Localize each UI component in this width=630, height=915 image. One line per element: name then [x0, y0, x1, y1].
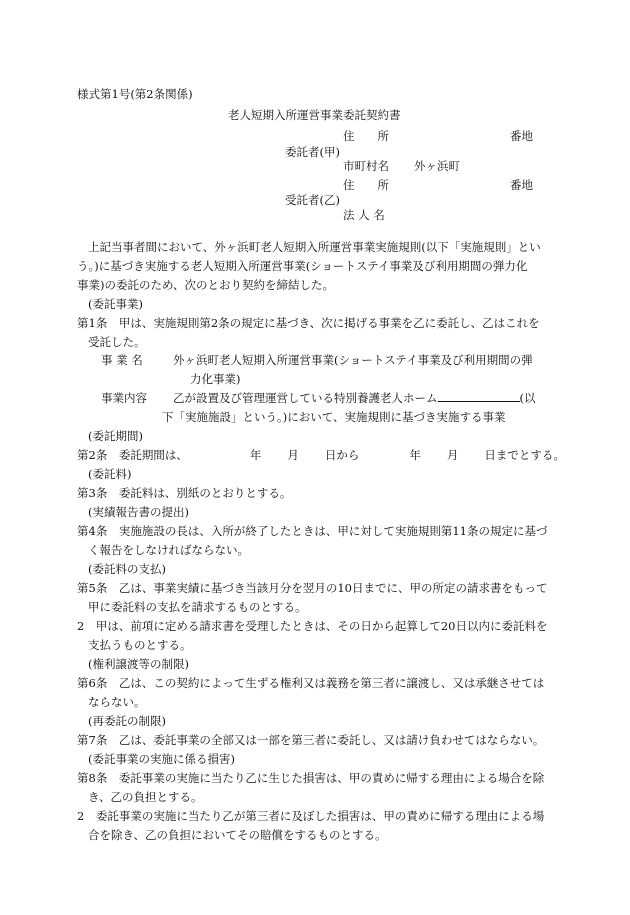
party-a-address-suffix: 番地 — [510, 129, 533, 143]
item-value-text: (以 — [519, 391, 536, 405]
party-b-role: 受託者(乙) — [285, 193, 340, 207]
article-heading: (権利譲渡等の制限) — [88, 657, 189, 671]
party-a-role: 委託者(甲) — [285, 145, 340, 159]
article-heading: (実績報告書の提出) — [88, 505, 189, 519]
item-value-text: 乙が設置及び管理運営している特別養護老人ホーム — [173, 391, 438, 405]
date-year: 年 — [409, 448, 421, 462]
preamble-line: う。)に基づき実施する老人短期入所運営事業(ショートステイ事業及び利用期間の弾力化 — [77, 259, 528, 273]
article-line: 第4条 実施施設の長は、入所が終了したときは、甲に対して実施規則第11条の規定に基づ — [77, 524, 548, 538]
form-label: 様式第1号(第2条関係) — [77, 87, 193, 101]
date-day: 日から — [324, 448, 360, 462]
article-line: 第5条 乙は、事業実績に基づき当該月分を翌月の10日までに、甲の所定の請求書をもって — [77, 581, 548, 595]
article-line: 第1条 甲は、実施規則第2条の規定に基づき、次に掲げる事業を乙に委託し、乙はこれを — [77, 316, 540, 330]
article-line: 2 甲は、前項に定める請求書を受理したときは、その日から起算して20日以内に委託料を — [77, 619, 548, 633]
article-heading: (委託期間) — [88, 429, 143, 443]
party-b-name-label: 法 人 名 — [343, 208, 385, 222]
item-value: 下「実施施設」という。)において、実施規則に基づき実施する事業 — [162, 410, 506, 424]
document-title: 老人短期入所運営事業委託契約書 — [228, 108, 401, 122]
date-month: 月 — [287, 448, 299, 462]
article-line: 第8条 委託事業の実施に当たり乙に生じた損害は、甲の責めに帰する理由による場合を除 — [77, 771, 545, 785]
preamble-line: 事業)の委託のため、次のとおり契約を締結した。 — [77, 278, 335, 292]
article-heading: (委託事業の実施に係る損害) — [88, 752, 235, 766]
party-b-address-suffix: 番地 — [510, 178, 533, 192]
party-a-address-label: 住 所 — [343, 129, 389, 143]
party-b-address-label: 住 所 — [343, 178, 389, 192]
date-year: 年 — [249, 448, 262, 462]
article-text: 第2条 委託期間は、 — [77, 448, 188, 462]
item-label: 事業内容 — [101, 391, 147, 405]
preamble-line: 上記当事者間において、外ヶ浜町老人短期入所運営事業実施規則(以下「実施規則」とい — [88, 240, 541, 254]
article-heading: (委託料) — [88, 467, 132, 481]
article-line: く報告をしなければならない。 — [88, 543, 249, 557]
article-line: 甲に委託料の支払を請求するものとする。 — [88, 600, 307, 614]
item-value — [173, 390, 536, 406]
article-line: 支払うものとする。 — [88, 638, 192, 652]
article-line: 合を除き、乙の負担においてその賠償をするものとする。 — [88, 828, 387, 842]
date-month: 月 — [446, 448, 459, 462]
article-line: 第7条 乙は、委託事業の全部又は一部を第三者に委託し、又は請け負わせてはならない。 — [77, 733, 545, 747]
party-a-name-value: 外ヶ浜町 — [414, 159, 460, 173]
article-heading: (委託料の支払) — [88, 562, 166, 576]
item-label: 事 業 名 — [101, 353, 143, 367]
article-line: き、乙の負担とする。 — [88, 790, 203, 804]
article-line: 2 委託事業の実施に当たり乙が第三者に及ぼした損害は、甲の責めに帰する理由による場 — [77, 809, 545, 823]
article-heading: (再委託の制限) — [88, 714, 166, 728]
article-line: 受託した。 — [88, 335, 146, 349]
date-day: 日までとする。 — [484, 448, 565, 462]
article-heading: (委託事業) — [88, 297, 143, 311]
item-value: 外ヶ浜町老人短期入所運営事業(ショートステイ事業及び利用期間の弾 — [173, 353, 533, 367]
blank-underline — [438, 390, 520, 402]
item-value: 力化事業) — [190, 372, 241, 386]
party-a-name-label: 市町村名 — [343, 159, 389, 173]
article-line: ならない。 — [88, 695, 146, 709]
article-line: 第3条 委託料は、別紙のとおりとする。 — [77, 486, 292, 500]
article-line: 第6条 乙は、この契約によって生ずる権利又は義務を第三者に譲渡し、又は承継させては — [77, 676, 545, 690]
article-line — [77, 447, 565, 463]
